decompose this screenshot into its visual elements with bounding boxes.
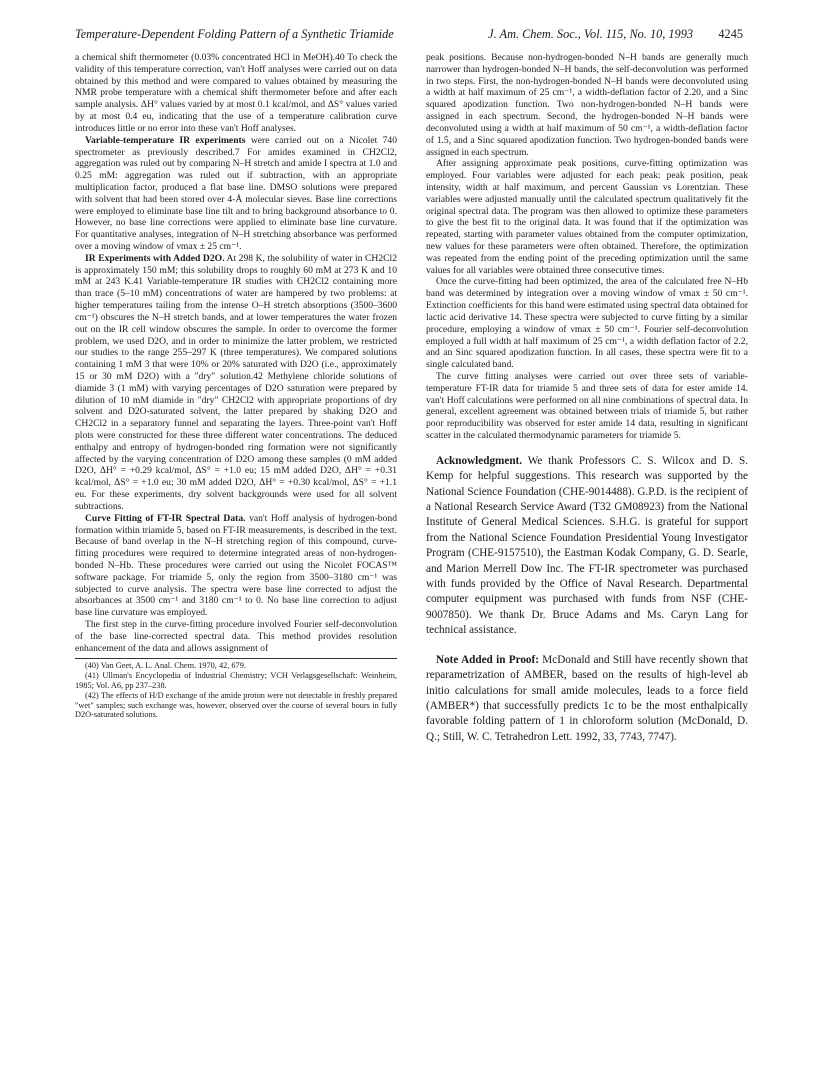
paragraph-integration: Once the curve-fitting had been optimized, the area of the calculated free N–Hb band was determined by integration over a moving window of νmax ± 50 cm⁻¹. Extinction coefficients for this band were estimated using spectral data obtained for lactic acid derivative 14. These spectra were subjected to curve fitting by a similar procedure, employing a window of νmax ± 50 cm⁻¹. Fourier self-deconvolution employed a full width at half maximum of 25 cm⁻¹, a width deflation factor of 2.2, and an Sinc squared apodization function. In all cases, these spectra were fit to a single calculated band. (426, 276, 748, 371)
left-column (75, 52, 397, 720)
note-body: McDonald and Still have recently shown that reparametrization of AMBER, based on the results of high-level ab initio calculations for small amide molecules, leads to a force field (AMBER*) that successfully predicts 1c to be the most enthalpically favorable folding pattern of 1 in chloroform solution (McDonald, D. Q.; Still, W. C. Tetrahedron Lett. 1992, 33, 7743, 7747). (426, 653, 748, 743)
spacer (426, 442, 748, 454)
acknowledgment (426, 454, 748, 639)
running-title: Temperature-Dependent Folding Pattern of a Synthetic Triamide (75, 27, 394, 41)
note-added-in-proof (426, 653, 748, 745)
acknowledgment-heading: Acknowledgment. (436, 454, 523, 467)
journal-citation: J. Am. Chem. Soc., Vol. 115, No. 10, 1993 (488, 27, 693, 41)
paragraph-self-deconvolution: The first step in the curve-fitting procedure involved Fourier self-deconvolution of the base line-corrected spectral data. This method provides resolution enhancement of the data and allows assignment of (75, 619, 397, 654)
paragraph-variable-temperature-ir (75, 135, 397, 253)
page-number: 4245 (718, 27, 743, 41)
paragraph-optimization: After assigning approximate peak positions, curve-fitting optimization was employed. Four variables were adjusted for each peak: peak position, peak intensity, width at half maximum, and percent Gaussian vs Lorentzian. These variables were adjusted manually until the calculated spectrum qualitatively fit the original spectral data. The program was then allowed to optimize these parameters to give the best fit to the original data. It was found that if the optimization was repeated, starting with parameter values obtained from the computer optimization, new values for these parameters were often obtained. Therefore, the optimization was repeated from the ending point of the preceding optimization until the same values for all variables were obtained three consecutive times. (426, 158, 748, 276)
paragraph-peak-positions: peak positions. Because non-hydrogen-bonded N–H bands are generally much narrower than hydrogen-bonded N–H bands, the self-deconvolution was performed in two steps. First, the non-hydrogen-bonded N–H bands were deconvoluted using a width at half maximum of 25 cm⁻¹, a width-deflation factor of 2.20, and a Sinc squared apodization function. Two non-hydrogen-bonded N–H bands were assigned in each spectrum. Second, the hydrogen-bonded N–H bands were deconvoluted using a width at half maximum of 50 cm⁻¹, a width-deflation factor of 1.5, and a Sinc squared apodization function. Two hydrogen-bonded bands were assigned in each spectrum. (426, 52, 748, 158)
paragraph-ir-added-d2o (75, 253, 397, 513)
footnote-divider (75, 658, 397, 659)
paragraph-curve-fitting (75, 513, 397, 619)
section-heading: Curve Fitting of FT-IR Spectral Data. (85, 512, 246, 524)
spacer (426, 639, 748, 653)
right-column (426, 52, 748, 745)
footnote-42: (42) The effects of H/D exchange of the amide proton were not detectable in freshly prepared "wet" samples; such exchange was, however, observed over the course of several hours in fully D2O-saturated solutions. (75, 690, 397, 720)
paragraph-body: At 298 K, the solubility of water in CH2Cl2 is approximately 150 mM; this solubility drops to roughly 60 mM at 273 K and 10 mM at 243 K.41 Variable-temperature IR studies with CH2Cl2 containing more than trace (5–10 mM) concentrations of water are hampered by two problems: at higher temperatures tailing from the intense O–H stretch absorptions (3500–3600 cm⁻¹) obscures the N–H stretch bands, and at lower temperatures the water frozen out on the IR cell window obscures the sample. In order to overcome the former problem, we used D2O, and in order to minimize the latter problem, we restricted our studies to the range 255–297 K (three temperatures). We compared solutions containing 1 mM 3 that were 10% or 20% saturated with D2O (i.e., approximately 15 or 30 mM D2O) with a "dry" solution.42 Methylene chloride solutions of diamide 3 (1 mM) with varying percentages of D2O saturation were prepared by dilution of 10 mM diamide in "dry" CH2Cl2 with appropriate proportions of dry solvent and D2O-saturated solvent, the latter prepared by shaking D2O and CH2Cl2 in a separatory funnel and separating the layers. Three-point van't Hoff plots were constructed for these three different water concentrations. The deduced enthalpy and entropy of hydrogen-bonded ring formation were not significantly affected by the varying concentration of D2O among these samples (0 mM added D2O, ΔH° = +0.29 kcal/mol, ΔS° = +1.0 eu; 15 mM added D2O, ΔH° = +0.31 kcal/mol, ΔS° = +1.0 eu; 30 mM added D2O, ΔH° = +0.30 kcal/mol, ΔS° = +1.1 eu. For these experiments, dry solvent backgrounds were used for all solvent subtractions. (75, 252, 397, 512)
section-heading: Variable-temperature IR experiments (85, 134, 246, 146)
paragraph-body: van't Hoff analysis of hydrogen-bond formation within triamide 5, based on FT-IR measurements, is described in the text. Because of band overlap in the N–H stretching region of this compound, curve-fitting procedures were required to determine integrated areas of non-hydrogen-bonded N–Hb. These procedures were carried out using the Nicolet FOCAS™ software package. For triamide 5, only the region from 3500–3180 cm⁻¹ was subjected to curve analysis. The spectra were base line corrected to adjust the absorbances at 3500 cm⁻¹ and 3180 cm⁻¹ to 0. No base line correction to adjust base line curvature was employed. (75, 512, 397, 619)
acknowledgment-body: We thank Professors C. S. Wilcox and D. S. Kemp for helpful suggestions. This research was supported by the National Science Foundation (CHE-9014488). G.P.D. is the recipient of a National Research Service Award (T32 GM08923) from the National Institute of General Medical Sciences. S.H.G. is grateful for support from the National Science Foundation Presidential Young Investigator Program (CHE-9157510), the Eastman Kodak Company, G. D. Searle, and Marion Merrell Dow Inc. The FT-IR spectrometer was purchased with funds provided by the Office of Naval Research. Departmental computer equipment was purchased with funds from NSF (CHE-9007850). We thank Dr. Bruce Adams and Ms. Caryn Lang for technical assistance. (426, 454, 748, 637)
paragraph-body: were carried out on a Nicolet 740 spectrometer as previously described.7 For amides examined in CH2Cl2, aggregation was ruled out by comparing N–H stretch and amide I spectra at 1.0 and 0.25 mM: aggregation was ruled out if subtraction, with an appropriate multiplication factor, produced a flat base line. DMSO solutions were prepared with solvent that had been stored over 4-Å molecular sieves. Base line corrections were employed to eliminate base line tilt and to bring background absorbance to 0. However, no base line corrections were applied to eliminate base line curvature. For quantitative analyses, integration of N–H stretching absorbance was performed over a moving window of νmax ± 25 cm⁻¹. (75, 134, 398, 252)
paragraph-analyses: The curve fitting analyses were carried out over three sets of variable-temperature FT-IR data for triamide 5 and three sets of data for ester amide 14. van't Hoff calculations were performed on all nine combinations of spectral data. In general, excellent agreement was obtained between trials of triamide 5, but rather poor reproducibility was observed for ester amide 14 data, resulting in significant scatter in the calculated thermodynamic parameters for triamide 5. (426, 370, 748, 441)
footnote-41: (41) Ullman's Encyclopedia of Industrial Chemistry; VCH Verlagsgesellschaft: Weinheim, 1985; Vol. A6, pp 237–238. (75, 671, 397, 691)
running-header (75, 27, 743, 45)
footnote-40: (40) Van Geet, A. L. Anal. Chem. 1970, 42, 679. (85, 661, 246, 671)
paragraph-temperature-correction: a chemical shift thermometer (0.03% concentrated HCl in MeOH).40 To check the validity of this temperature correction, van't Hoff analyses were carried out on data obtained by this method and were compared to values obtained by measuring the NMR probe temperature with a chemical shift thermometer before and after each sample analysis. ΔH° values varied by at most 0.1 kcal/mol, and ΔS° values varied by at most 0.4 eu, indicating that the use of a temperature calibration curve introduces little or no error into these van't Hoff analyses. (75, 52, 397, 134)
note-heading: Note Added in Proof: (436, 653, 539, 666)
section-heading: IR Experiments with Added D2O. (85, 252, 225, 264)
